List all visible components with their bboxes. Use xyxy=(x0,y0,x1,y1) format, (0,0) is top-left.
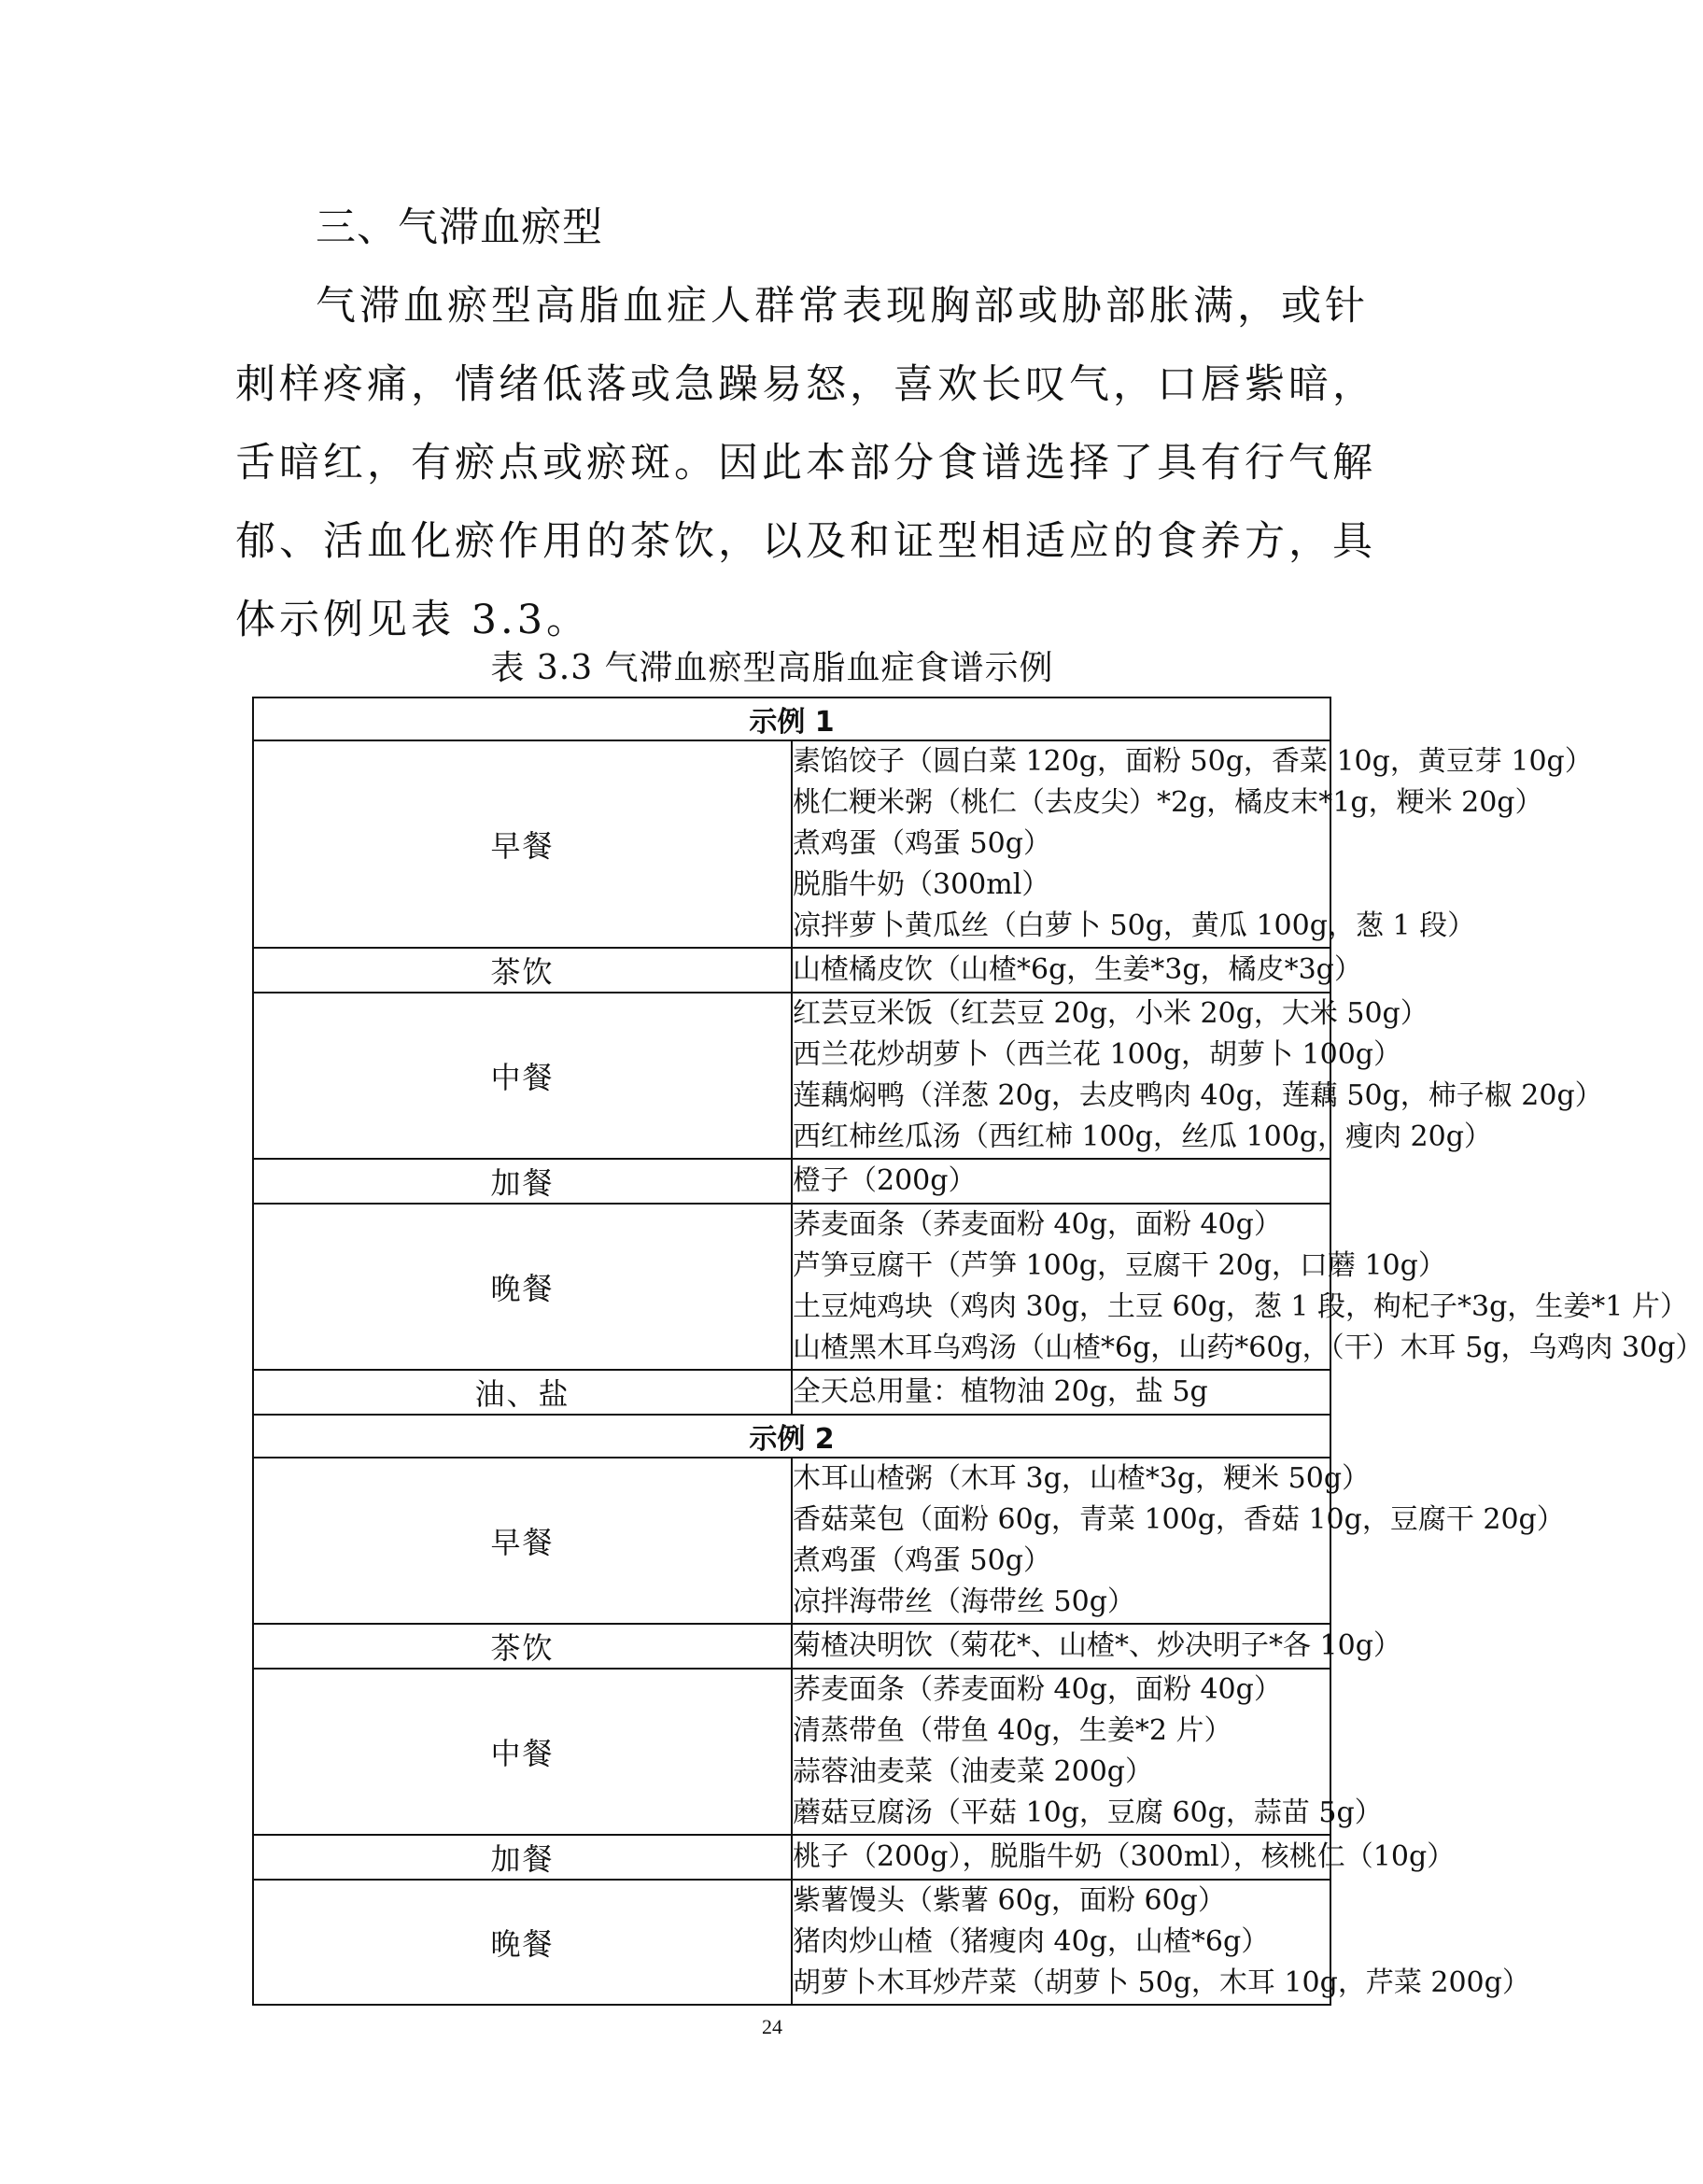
meal-label: 加餐 xyxy=(253,1159,792,1204)
recipe-item: 荞麦面条（荞麦面粉 40g，面粉 40g） xyxy=(793,1208,1282,1241)
recipe-table xyxy=(252,697,1703,2006)
meal-label: 茶饮 xyxy=(253,1624,792,1669)
intro-line: 刺样疼痛，情绪低落或急躁易怒，喜欢长叹气，口唇紫暗， xyxy=(235,361,1376,408)
meal-items xyxy=(792,740,1593,948)
meal-label: 早餐 xyxy=(253,740,792,948)
meal-items xyxy=(792,1159,1330,1204)
meal-row xyxy=(253,1370,1330,1415)
recipe-item: 煮鸡蛋（鸡蛋 50g） xyxy=(793,1544,1051,1577)
recipe-item: 全天总用量：植物油 20g，盐 5g xyxy=(793,1375,1208,1408)
meal-items xyxy=(792,948,1362,993)
intro-line: 舌暗红，有瘀点或瘀斑。因此本部分食谱选择了具有行气解 xyxy=(235,440,1376,486)
recipe-item: 蘑菇豆腐汤（平菇 10g，豆腐 60g，蒜苗 5g） xyxy=(793,1797,1383,1829)
meal-label: 中餐 xyxy=(253,1669,792,1835)
recipe-item: 红芸豆米饭（红芸豆 20g，小米 20g，大米 50g） xyxy=(793,997,1429,1030)
meal-items xyxy=(792,1458,1565,1624)
recipe-item: 桃子（200g），脱脂牛奶（300ml），核桃仁（10g） xyxy=(793,1840,1456,1873)
recipe-item: 菊楂决明饮（菊花*、山楂*、炒决明子*各 10g） xyxy=(793,1629,1401,1662)
meal-label: 晚餐 xyxy=(253,1204,792,1370)
meal-row xyxy=(253,1880,1330,2005)
meal-items xyxy=(792,1204,1703,1370)
meal-items xyxy=(792,1370,1330,1415)
recipe-item: 土豆炖鸡块（鸡肉 30g，土豆 60g，葱 1 段，枸杞子*3g，生姜*1 片） xyxy=(793,1290,1688,1323)
meal-row xyxy=(253,948,1330,993)
example-header-row xyxy=(253,1415,1330,1458)
recipe-item: 山楂橘皮饮（山楂*6g，生姜*3g，橘皮*3g） xyxy=(793,953,1362,986)
meal-row xyxy=(253,1458,1330,1624)
recipe-item: 西兰花炒胡萝卜（西兰花 100g，胡萝卜 100g） xyxy=(793,1038,1402,1071)
example-title: 示例 1 xyxy=(253,697,1330,740)
recipe-item: 荞麦面条（荞麦面粉 40g，面粉 40g） xyxy=(793,1673,1282,1706)
intro-line: 气滞血瘀型高脂血症人群常表现胸部或胁部胀满，或针 xyxy=(316,283,1369,330)
table-caption: 表 3.3 气滞血瘀型高脂血症食谱示例 xyxy=(490,649,1054,687)
meal-label: 茶饮 xyxy=(253,948,792,993)
meal-label: 油、盐 xyxy=(253,1370,792,1415)
meal-items xyxy=(792,993,1603,1159)
recipe-item: 桃仁粳米粥（桃仁（去皮尖）*2g，橘皮末*1g，粳米 20g） xyxy=(793,786,1543,819)
meal-row xyxy=(253,1204,1330,1370)
meal-items xyxy=(792,1880,1530,2005)
recipe-item: 脱脂牛奶（300ml） xyxy=(793,868,1050,901)
meal-row xyxy=(253,1624,1330,1669)
meal-label: 晚餐 xyxy=(253,1880,792,2005)
recipe-item: 清蒸带鱼（带鱼 40g，生姜*2 片） xyxy=(793,1714,1232,1747)
meal-items xyxy=(792,1835,1456,1880)
recipe-item: 紫薯馒头（紫薯 60g，面粉 60g） xyxy=(793,1884,1226,1917)
recipe-item: 莲藕焖鸭（洋葱 20g，去皮鸭肉 40g，莲藕 50g，柿子椒 20g） xyxy=(793,1079,1603,1112)
example-header-row xyxy=(253,697,1330,740)
recipe-item: 煮鸡蛋（鸡蛋 50g） xyxy=(793,827,1051,860)
meal-label: 加餐 xyxy=(253,1835,792,1880)
recipe-item: 香菇菜包（面粉 60g，青菜 100g，香菇 10g，豆腐干 20g） xyxy=(793,1503,1565,1536)
recipe-item: 胡萝卜木耳炒芹菜（胡萝卜 50g，木耳 10g，芹菜 200g） xyxy=(793,1966,1530,1999)
meal-items xyxy=(792,1669,1383,1835)
meal-row xyxy=(253,1669,1330,1835)
recipe-item: 芦笋豆腐干（芦笋 100g，豆腐干 20g，口蘑 10g） xyxy=(793,1249,1446,1282)
meal-label: 中餐 xyxy=(253,993,792,1159)
meal-items xyxy=(792,1624,1401,1669)
section-heading: 三、气滞血瘀型 xyxy=(316,204,603,251)
meal-label: 早餐 xyxy=(253,1458,792,1624)
meal-row xyxy=(253,993,1330,1159)
meal-row xyxy=(253,1835,1330,1880)
intro-line: 郁、活血化瘀作用的茶饮，以及和证型相适应的食养方，具 xyxy=(235,518,1376,565)
intro-paragraph xyxy=(235,267,1376,659)
recipe-item: 素馅饺子（圆白菜 120g，面粉 50g，香菜 10g，黄豆芽 10g） xyxy=(793,745,1593,778)
recipe-item: 凉拌萝卜黄瓜丝（白萝卜 50g，黄瓜 100g，葱 1 段） xyxy=(793,909,1476,942)
intro-line: 体示例见表 3.3。 xyxy=(235,597,591,643)
meal-row xyxy=(253,1159,1330,1204)
recipe-item: 凉拌海带丝（海带丝 50g） xyxy=(793,1585,1135,1618)
recipe-item: 木耳山楂粥（木耳 3g，山楂*3g，粳米 50g） xyxy=(793,1462,1371,1495)
meal-row xyxy=(253,740,1330,948)
recipe-item: 山楂黑木耳乌鸡汤（山楂*6g，山药*60g，（干）木耳 5g，乌鸡肉 30g） xyxy=(793,1332,1703,1364)
recipe-item: 猪肉炒山楂（猪瘦肉 40g，山楂*6g） xyxy=(793,1925,1270,1958)
recipe-item: 橙子（200g） xyxy=(793,1164,977,1197)
recipe-item: 蒜蓉油麦菜（油麦菜 200g） xyxy=(793,1755,1154,1788)
page-number: 24 xyxy=(762,2015,782,2038)
recipe-item: 西红柿丝瓜汤（西红柿 100g，丝瓜 100g，瘦肉 20g） xyxy=(793,1120,1492,1153)
example-title: 示例 2 xyxy=(253,1415,1330,1458)
